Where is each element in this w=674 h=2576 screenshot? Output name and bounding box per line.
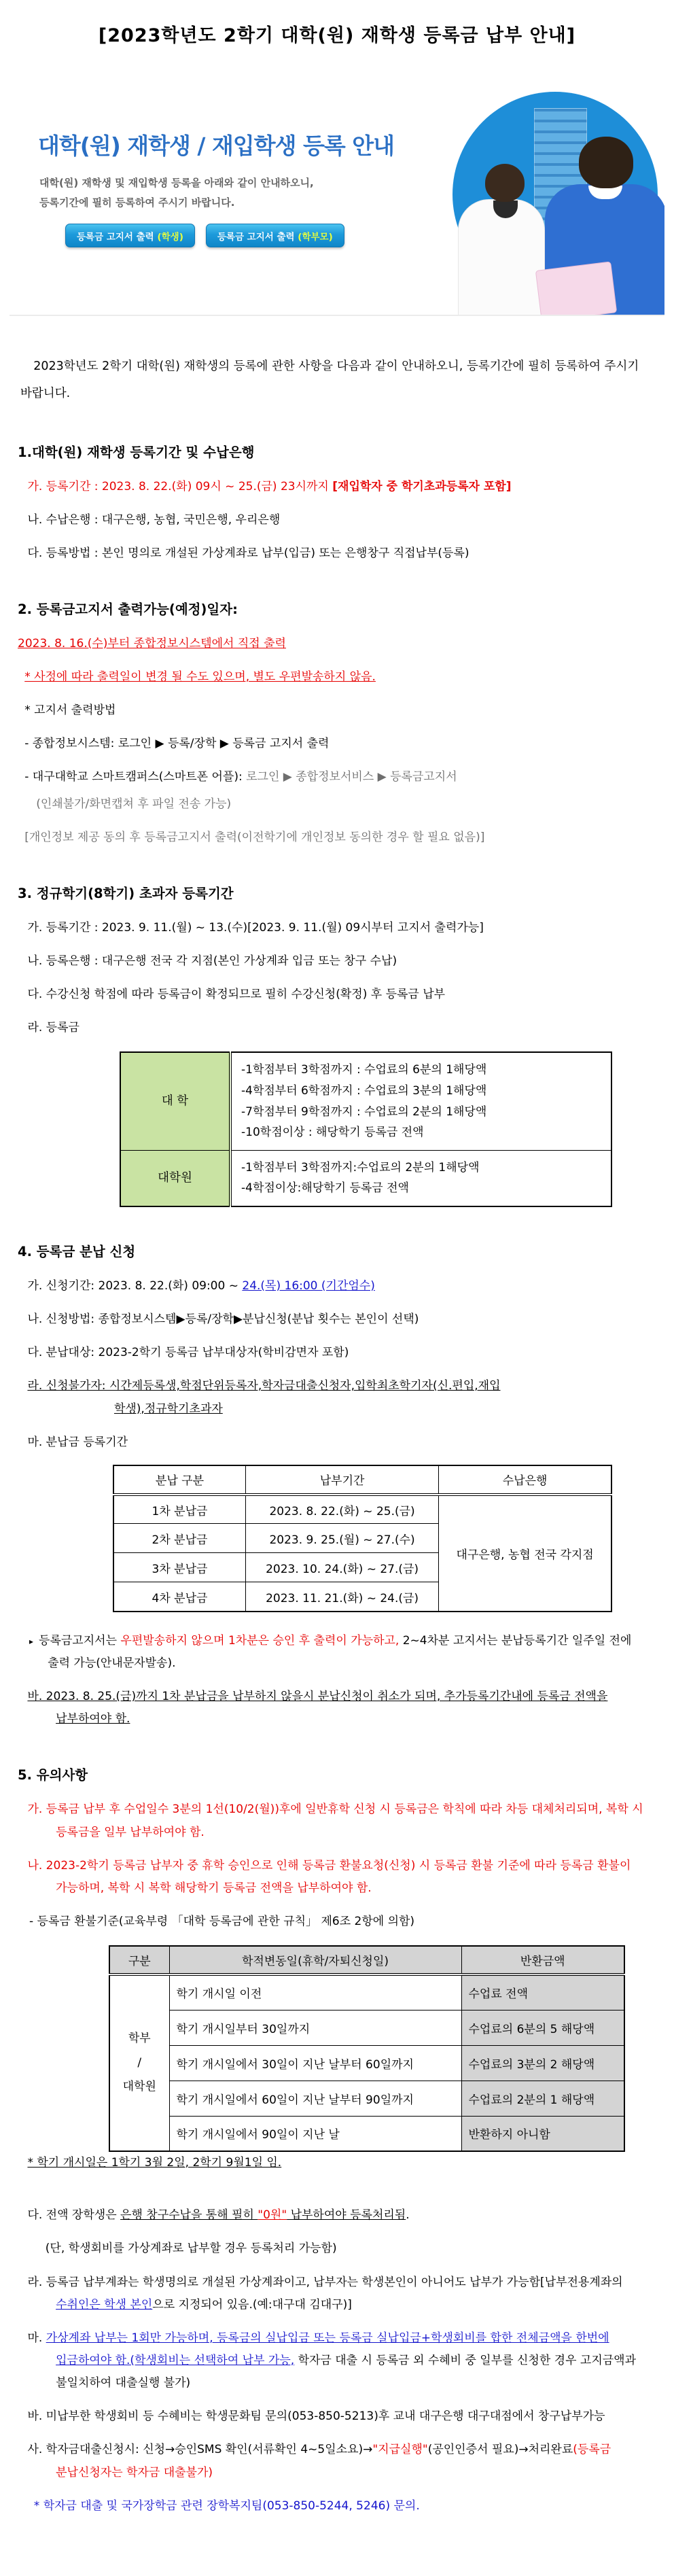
table-row: [109, 2010, 624, 2045]
s1-ga-strong: [재입학자 중 학기초과등록자 포함]: [332, 479, 512, 493]
t1-univ-lines: [230, 1052, 611, 1150]
t3-r4-date: 학기 개시일에서 60일이 지난 날부터 90일까지: [169, 2081, 461, 2116]
t2-bank-cell: 대구은행, 농협 전국 각지점: [439, 1495, 611, 1612]
s4-ga-deadline: 24.(목) 16:00 (기간엄수): [242, 1279, 375, 1293]
banner-heading: 대학(원) 재학생 / 재입학생 등록 안내: [38, 133, 394, 159]
s1-item-ga: [18, 476, 656, 498]
s2-method-app-note: (인쇄불가/화면캡쳐 후 파일 전송 가능): [36, 797, 232, 811]
bullet-arrow-icon: ▸: [29, 1636, 34, 1646]
s5-da-period: .: [406, 2208, 410, 2223]
s4-ra-line1: 라. 신청불가자: 시간제등록생,학점단위등록자,학자금대출신청자,입학최초학기자(신.편입,재입: [27, 1379, 501, 1393]
student-left-head: [485, 164, 525, 202]
s5-sa-black1: 사. 학자금대출신청시: 신청→승인SMS 확인(서류확인 4~5일소요)→: [27, 2443, 373, 2457]
t1-label-grad: 대학원: [120, 1150, 230, 1206]
table-row: [109, 2045, 624, 2081]
s1-ga-text: 가. 등록기간 : 2023. 8. 22.(화) 09시 ~ 25.(금) 23시까지: [27, 479, 333, 493]
t2-r2-type: 2차 분납금: [113, 1524, 245, 1553]
s2-note-no-mail-text: * 사정에 따라 출력일이 변경 될 수도 있으며, 별도 우편발송하지 않음.: [24, 670, 376, 684]
t2-r3-type: 3차 분납금: [113, 1553, 245, 1582]
s4-bullet-red: 우편발송하지 않으며 1차분은 승인 후 출력이 가능하고,: [120, 1633, 400, 1648]
s2-note-no-mail: [18, 666, 656, 689]
s5-sa-execute: "지급실행": [372, 2443, 428, 2457]
s4-ga-black: 가. 신청기간: 2023. 8. 22.(화) 09:00 ~: [27, 1279, 243, 1293]
s2-print-date: [18, 633, 656, 655]
banner-desc-line1: 대학(원) 재학생 및 재입학생 등록을 아래와 같이 안내하오니,: [39, 177, 314, 189]
page-title: [2023학년도 2학기 대학(원) 재학생 등록금 납부 안내]: [98, 25, 576, 46]
notebook-graphic: [535, 261, 617, 316]
s5-item-ba: 바. 미납부한 학생회비 등 수혜비는 학생문화팀 문의(053-850-5213)후 교내 대구은행 대구대점에서 창구납부가능: [27, 2409, 605, 2424]
s1-item-na: 나. 수납은행 : 대구은행, 농협, 국민은행, 우리은행: [27, 512, 281, 527]
t3-r5-amount: 반환하지 아니함: [461, 2116, 624, 2151]
installment-schedule-table: [113, 1465, 612, 1612]
s4-item-ga: [18, 1275, 656, 1298]
t2-r4-type: 4차 분납금: [113, 1582, 245, 1612]
s5-sa-black2: (공인인증서 필요)→처리완료: [427, 2443, 573, 2457]
s5-ra-black1: 라. 등록금 납부계좌는 학생명의로 개설된 가상계좌이고, 납부자는 학생본인이 아니어도 납부가 가능함[납부전용계좌의: [27, 2275, 623, 2289]
s4-bullet-black1: 등록금고지서는: [39, 1633, 121, 1648]
print-bill-student-label: 등록금 고지서 출력: [77, 231, 158, 243]
t1-grad-line2: -4학점이상:해당학기 등록금 전액: [241, 1181, 409, 1196]
t3-r4-amount: 수업료의 2분의 1 해당액: [461, 2081, 624, 2116]
s5-item-na: [18, 1855, 656, 1900]
t1-univ-line2: -4학점부터 6학점까지 : 수업료의 3분의 1해당액: [241, 1084, 487, 1098]
s4-item-na: 나. 신청방법: 종합정보시스템▶등록/장학▶분납신청(분납 횟수는 본인이 선택): [27, 1312, 419, 1327]
t3-side-line2: /: [137, 2055, 142, 2070]
print-bill-student-button[interactable]: [65, 224, 195, 247]
t1-grad-lines: [230, 1150, 611, 1206]
s1-item-da: 다. 등록방법 : 본인 명의로 개설된 가상계좌로 납부(입금) 또는 은행창구 직접납부(등록): [27, 546, 469, 560]
t1-label-univ: 대 학: [120, 1052, 230, 1150]
s5-da-underline2: 납부하여야 등록처리됨: [287, 2208, 406, 2223]
section-2-bill-print-date: [18, 599, 656, 849]
s5-ma-blue: 가상계좌 납부는 1회만 가능하며, 등록금의 실납입금 또는 등록금 실납입금+학생회비를 합한 전체금액을 한번에 입금하여야 함.(학생회비는 선택하여 납부 가능,: [46, 2331, 609, 2367]
t3-r3-amount: 수업료의 3분의 2 해당액: [461, 2045, 624, 2081]
notice-document: [0, 20, 674, 2576]
section-4-installment: [18, 1241, 656, 1730]
t3-header-type: 구분: [109, 1946, 169, 1974]
section-1-registration-period: [18, 442, 656, 565]
t1-univ-line3: -7학점부터 9학점까지 : 수업료의 2분의 1해당액: [241, 1104, 487, 1119]
t2-header-bank: 수납은행: [439, 1465, 611, 1495]
t2-r4-period: 2023. 11. 21.(화) ~ 24.(금): [245, 1582, 438, 1612]
print-bill-parent-label: 등록금 고지서 출력: [217, 231, 298, 243]
t1-grad-line1: -1학점부터 3학점까지:수업료의 2분의 1해당액: [241, 1160, 480, 1174]
table-row: [120, 1150, 611, 1206]
s5-loan-contact-text: * 학자금 대출 및 국가장학금 관련 장학복지팀(053-850-5244, 5246) 문의.: [33, 2499, 420, 2513]
t2-r1-period: 2023. 8. 22.(화) ~ 25.(금): [245, 1495, 438, 1524]
section-5-cautions: [18, 1764, 656, 2517]
banner-desc-line2: 등록기간에 필히 등록하여 주시기 바랍니다.: [39, 196, 235, 209]
s5-ma-label: 마.: [27, 2331, 46, 2345]
s5-sa-no-loan: (등록금 분납신청자는 학자금 대출불가): [56, 2443, 611, 2479]
t2-r1-type: 1차 분납금: [113, 1495, 245, 1524]
s2-privacy-note: [개인정보 제공 동의 후 등록금고지서 출력(이전학기에 개인정보 동의한 경우 할 필요 없음)]: [24, 830, 485, 844]
s5-ga-text: 가. 등록금 납부 후 수업일수 3분의 1선(10/2(월))후에 일반휴학 신청 시 등록금은 학칙에 따라 차등 대체처리되며, 복학 시 등록금을 일부 납부하여야 함.: [27, 1803, 643, 1839]
s5-refund-rule: - 등록금 환불기준(교육부령 「대학 등록금에 관한 규칙」 제6조 2항에 의함): [29, 1915, 415, 1928]
s2-method-app-label: - 대구대학교 스마트캠퍼스(스마트폰 어플):: [24, 770, 247, 784]
s5-da-underline1: 은행 창구수납을 통해 필히: [120, 2208, 258, 2223]
s4-item-ba: [18, 1686, 656, 1730]
t2-header-type: 분납 구분: [113, 1465, 245, 1495]
print-bill-parent-button[interactable]: [206, 224, 344, 247]
t3-r1-date: 학기 개시일 이전: [169, 1974, 461, 2010]
t3-side-cell: [109, 1974, 169, 2151]
s5-item-ra: [18, 2272, 656, 2316]
student-right-head: [579, 137, 633, 188]
t1-univ-line1: -1학점부터 3학점까지 : 수업료의 6분의 1해당액: [241, 1063, 487, 1077]
table-row: [109, 2116, 624, 2151]
s5-da-zero-won: "0원": [258, 2208, 287, 2223]
t3-side-line1: 학부: [128, 2032, 151, 2046]
table-header-row: [113, 1465, 611, 1495]
intro-paragraph: 2023학년도 2학기 대학(원) 재학생의 등록에 관한 사항을 다음과 같이 안내하오니, 등록기간에 필히 등록하여 주시기 바랍니다.: [20, 360, 639, 401]
section-4-heading: 4. 등록금 분납 신청: [18, 1244, 136, 1260]
tuition-by-credits-table: [120, 1051, 612, 1207]
table-row: [109, 1974, 624, 2010]
s5-item-sa: [18, 2439, 656, 2484]
s5-item-ga: [18, 1798, 656, 1843]
banner-description: [39, 173, 314, 212]
s5-da-sub-note: (단, 학생회비를 가상계좌로 납부할 경우 등록처리 가능함): [45, 2242, 337, 2256]
banner: [10, 63, 664, 316]
s4-item-ra: [18, 1375, 656, 1420]
section-5-heading: 5. 유의사항: [18, 1767, 88, 1783]
s5-item-ma: [18, 2327, 656, 2395]
section-2-heading: 2. 등록금고지서 출력가능(예정)일자:: [18, 601, 238, 617]
t3-r2-amount: 수업료의 6분의 5 해당액: [461, 2010, 624, 2045]
table-row: [120, 1052, 611, 1150]
s4-item-da: 다. 분납대상: 2023-2학기 등록금 납부대상자(학비감면자 포함): [27, 1346, 349, 1360]
refund-table: [109, 1945, 625, 2152]
section-3-heading: 3. 정규학기(8학기) 초과자 등록기간: [18, 885, 234, 901]
s5-da-black: 다. 전액 장학생은: [27, 2208, 121, 2223]
section-3-over-semester: [18, 883, 656, 1207]
t2-header-period: 납부기간: [245, 1465, 438, 1495]
t3-r3-date: 학기 개시일에서 30일이 지난 날부터 60일까지: [169, 2045, 461, 2081]
s2-method-app: [18, 766, 656, 788]
s2-note-howto: * 고지서 출력방법: [24, 703, 116, 718]
s5-item-da: [18, 2204, 656, 2227]
s5-ma-black: 학자금 대출 시 등록금 외 수혜비 중 일부를 신청한 경우 고지금액과 불일치하여 대출실행 불가): [56, 2353, 637, 2390]
s3-item-na: 나. 등록은행 : 대구은행 전국 각 지점(본인 가상계좌 입금 또는 창구 수납): [27, 954, 397, 969]
s2-method-portal: - 종합정보시스템: 로그인 ▶ 등록/장학 ▶ 등록금 고지서 출력: [24, 737, 330, 751]
s2-print-date-text: 2023. 8. 16.(수)부터 종합정보시스템에서 직접 출력: [18, 636, 286, 650]
t3-r5-date: 학기 개시일에서 90일이 지난 날: [169, 2116, 461, 2151]
s2-method-app-path: 로그인 ▶ 종합정보서비스 ▶ 등록금고지서: [246, 770, 457, 784]
t1-univ-line4: -10학점이상 : 해당학기 등록금 전액: [241, 1126, 424, 1140]
s3-item-ra: 라. 등록금: [27, 1021, 79, 1035]
s4-item-ma: 마. 분납금 등록기간: [27, 1435, 128, 1449]
s4-bullet-black2: 2~4차분 고지서는 분납등록기간 일주일 전에 출력 가능(안내문자발송).: [48, 1633, 632, 1671]
print-bill-student-accent: (학생): [157, 231, 183, 243]
table-header-row: [109, 1946, 624, 1974]
t3-side-line3: 대학원: [122, 2080, 156, 2094]
s4-ra-line2: 학생),정규학기초과자: [113, 1402, 223, 1416]
t3-r2-date: 학기 개시일부터 30일까지: [169, 2010, 461, 2045]
s3-item-da: 다. 수강신청 학점에 따라 등록금이 확정되므로 필히 수강신청(확정) 후 등록금 납부: [27, 988, 446, 1002]
print-bill-parent-accent: (학부모): [298, 231, 333, 243]
s5-na-text: 나. 2023-2학기 등록금 납부자 중 휴학 승인으로 인해 등록금 환불요청(신청) 시 등록금 환불 기준에 따라 등록금 환불이 가능하며, 복학 시 복학 해당학기 등록금 전액을 납부하여야 함.: [27, 1858, 631, 1895]
s3-item-ga: 가. 등록기간 : 2023. 9. 11.(월) ~ 13.(수)[2023. 9. 11.(월) 09시부터 고지서 출력가능]: [27, 920, 484, 935]
s5-loan-contact-note: [18, 2495, 656, 2518]
table-row: [109, 2081, 624, 2116]
s5-semester-start-text: * 학기 개시일은 1학기 3월 2일, 2학기 9월1일 임.: [27, 2156, 282, 2170]
s5-semester-start-note: [18, 2152, 656, 2174]
s5-ra-black2: 으로 지정되어 있음.(예:대구대 김대구)]: [152, 2297, 352, 2312]
s5-ra-payee: 수취인은 학생 본인: [56, 2297, 153, 2312]
t2-r3-period: 2023. 10. 24.(화) ~ 27.(금): [245, 1553, 438, 1582]
banner-buttons: [65, 224, 344, 247]
section-1-heading: 1.대학(원) 재학생 등록기간 및 수납은행: [18, 444, 255, 460]
s4-bullet-note: [18, 1630, 656, 1675]
t3-r1-amount: 수업료 전액: [461, 1974, 624, 2010]
table-row: [113, 1495, 611, 1524]
t3-header-amount: 반환금액: [461, 1946, 624, 1974]
t3-header-date: 학적변동일(휴학/자퇴신청일): [169, 1946, 461, 1974]
s4-ba-text: 바. 2023. 8. 25.(금)까지 1차 분납금을 납부하지 않을시 분납신청이 취소가 되며, 추가등록기간내에 등록금 전액을 납부하여야 함.: [27, 1690, 608, 1726]
t2-r2-period: 2023. 9. 25.(월) ~ 27.(수): [245, 1524, 438, 1553]
